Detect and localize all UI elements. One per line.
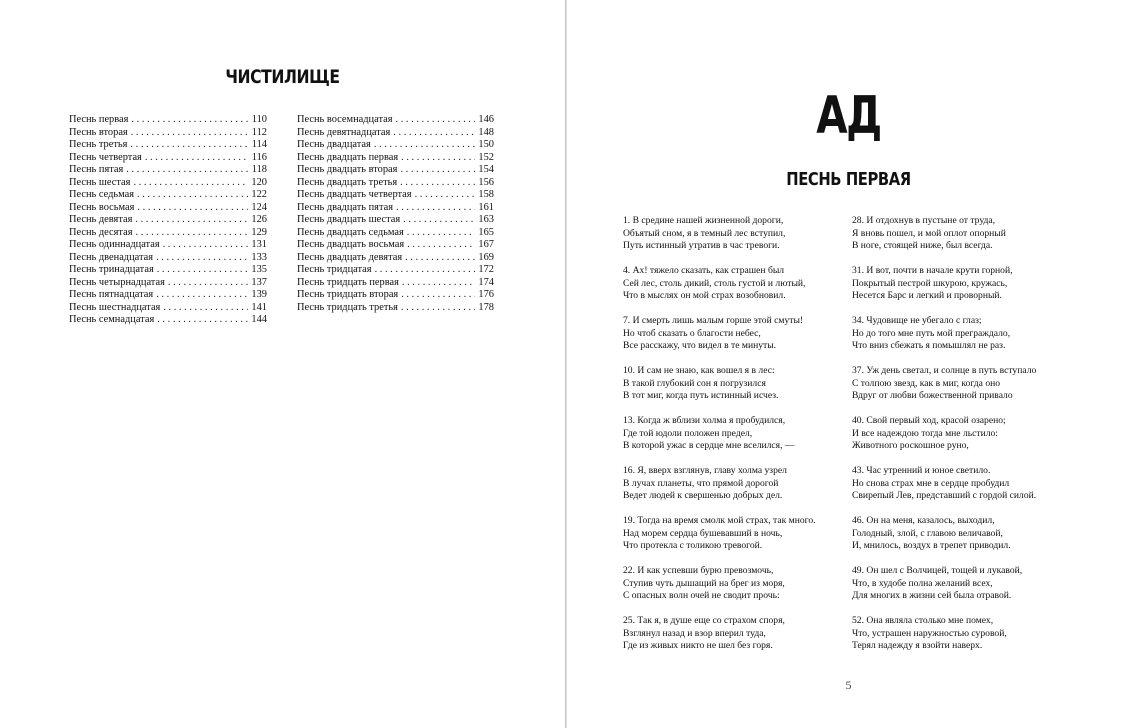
toc-entry-page: 141 xyxy=(251,301,267,313)
toc-entry-page: 122 xyxy=(251,189,267,200)
toc-entry xyxy=(69,252,267,265)
part-title: АД xyxy=(816,86,881,146)
verse-line: 34. Чудовище не убегало с глаз; xyxy=(852,315,982,326)
toc-entry-name: Песнь двадцатая xyxy=(297,139,371,150)
toc-entry-name: Песнь девятнадцатая xyxy=(297,126,391,138)
toc-leader-dots xyxy=(407,227,476,240)
toc-leader-dots xyxy=(396,202,475,215)
verse-line: Путь истинный утратив в час тревоги. xyxy=(623,240,780,251)
stanza xyxy=(623,565,843,615)
toc-entry-page: 129 xyxy=(251,226,267,238)
stanza xyxy=(852,615,1082,665)
stanza xyxy=(852,365,1082,415)
verse-line: 49. Он шел с Волчицей, тощей и лукавой, xyxy=(852,565,1023,576)
stanza xyxy=(852,565,1082,615)
toc-entry-page: 163 xyxy=(478,214,494,225)
toc-entry-page: 161 xyxy=(478,201,494,213)
toc-entry-page: 137 xyxy=(251,276,267,288)
toc-entry-page: 126 xyxy=(251,214,267,225)
toc-leader-dots xyxy=(168,277,249,290)
toc-leader-dots xyxy=(131,127,249,140)
stanza xyxy=(623,615,843,665)
toc-entry xyxy=(69,289,267,302)
toc-entry xyxy=(69,239,267,252)
toc-entry xyxy=(69,214,267,227)
verse-line: Где той юдоли положен предел, xyxy=(623,427,753,439)
verse-line: 22. И как успевши бурю превозмочь, xyxy=(623,565,774,576)
toc-leader-dots xyxy=(396,114,476,127)
verse-line: Вдруг от любви божественной привало xyxy=(852,390,1013,401)
verse-line: 37. Уж день светал, и солнце в путь вступало xyxy=(852,365,1037,376)
toc-entry-name: Песнь третья xyxy=(69,139,128,150)
toc-leader-dots xyxy=(375,264,476,277)
toc-entry xyxy=(297,227,494,240)
verse-line: 13. Когда ж вблизи холма я пробудился, xyxy=(623,415,786,426)
stanza xyxy=(623,365,843,415)
toc-entry xyxy=(297,214,494,227)
toc-leader-dots xyxy=(393,127,475,140)
toc-entry xyxy=(297,289,494,302)
stanza xyxy=(623,465,843,515)
toc-entry-page: 139 xyxy=(251,289,267,300)
stanza xyxy=(852,465,1082,515)
toc-leader-dots xyxy=(401,302,475,315)
toc-entry-page: 116 xyxy=(251,151,267,163)
toc-entry xyxy=(69,114,267,127)
verse-line: Что протекла с толикою тревогой. xyxy=(623,540,763,551)
toc-entry-name: Песнь двадцать седьмая xyxy=(297,226,404,238)
toc-leader-dots xyxy=(405,252,475,265)
toc-leader-dots xyxy=(156,252,248,265)
toc-entry-page: 144 xyxy=(251,314,267,325)
toc-entry-name: Песнь двадцать третья xyxy=(297,176,398,188)
toc-entry-name: Песнь шестнадцатая xyxy=(69,301,161,313)
verse-line: Покрытый пестрой шкурою, кружась, xyxy=(852,277,1008,289)
verse-line: 28. И отдохнув в пустыне от труда, xyxy=(852,215,996,226)
toc-entry-page: 152 xyxy=(478,151,494,163)
toc-entry-name: Песнь семнадцатая xyxy=(69,314,155,325)
toc-entry-page: 174 xyxy=(478,276,494,288)
toc-entry-name: Песнь пятая xyxy=(69,164,124,175)
toc-leader-dots xyxy=(145,152,249,165)
stanza xyxy=(623,215,843,265)
verse-line: 43. Час утренний и юное светило. xyxy=(852,465,991,476)
toc-entry xyxy=(69,227,267,240)
toc-entry-name: Песнь седьмая xyxy=(69,189,135,200)
toc-entry-name: Песнь двадцать шестая xyxy=(297,214,401,225)
stanza xyxy=(852,215,1082,265)
toc-entry-page: 135 xyxy=(251,264,267,275)
toc-entry-name: Песнь четырнадцатая xyxy=(69,276,165,288)
toc-entry xyxy=(297,177,494,190)
verse-line: Все расскажу, что видел в те минуты. xyxy=(623,340,777,351)
toc-entry-name: Песнь двадцать первая xyxy=(297,151,399,163)
toc-entry xyxy=(297,252,494,265)
toc-leader-dots xyxy=(157,314,248,327)
toc-leader-dots xyxy=(374,139,476,152)
verse-line: Терял надежду я взойти наверх. xyxy=(852,640,983,651)
verse-line: 52. Она являла столько мне помех, xyxy=(852,615,994,626)
verse-line: С толпою звезд, как в миг, когда оно xyxy=(852,377,1001,389)
toc-entry-name: Песнь двенадцатая xyxy=(69,251,154,263)
verse-line: В которой ужас в сердце мне вселился, — xyxy=(623,440,795,451)
toc-entry-page: 165 xyxy=(478,226,494,238)
verse-line: В лучах планеты, что прямой дорогой xyxy=(623,477,779,489)
verse-line: 16. Я, вверх взглянув, главу холма узрел xyxy=(623,465,787,476)
verse-line: 4. Ах! тяжело сказать, как страшен был xyxy=(623,265,785,276)
stanza xyxy=(852,265,1082,315)
verse-line: Животного роскошное руно, xyxy=(852,440,969,451)
toc-entry-page: 154 xyxy=(478,164,494,175)
toc-leader-dots xyxy=(401,289,475,302)
stanza xyxy=(852,515,1082,565)
verse-column-2 xyxy=(852,215,1082,665)
toc-entry xyxy=(69,139,267,152)
toc-entry-page: 156 xyxy=(478,176,494,188)
toc-entry-page: 146 xyxy=(478,114,494,125)
canto-title: ПЕСНЬ ПЕРВАЯ xyxy=(786,169,911,190)
verse-line: И, мнилось, воздух в трепет приводил. xyxy=(852,540,1011,551)
verse-line: Где из живых никто не шел без горя. xyxy=(623,640,773,651)
toc-entry xyxy=(69,177,267,190)
toc-entry-page: 131 xyxy=(251,239,267,250)
toc-leader-dots xyxy=(157,264,249,277)
toc-leader-dots xyxy=(137,202,248,215)
toc-entry-name: Песнь одиннадцатая xyxy=(69,239,160,250)
toc-leader-dots xyxy=(131,114,248,127)
toc-leader-dots xyxy=(156,289,248,302)
toc-entry-name: Песнь четвертая xyxy=(69,151,142,163)
verse-line: Что, в худобе полна желаний всех, xyxy=(852,577,993,589)
verse-line: Что вниз сбежать я помышлял не раз. xyxy=(852,340,1006,351)
toc-entry-name: Песнь двадцать девятая xyxy=(297,251,403,263)
toc-leader-dots xyxy=(400,164,475,177)
right-page xyxy=(567,0,1130,728)
toc-entry-page: 148 xyxy=(478,126,494,138)
toc-column-2 xyxy=(297,114,494,314)
verse-line: 7. И смерть лишь малым горше этой смуты! xyxy=(623,315,804,326)
toc-leader-dots xyxy=(136,227,249,240)
toc-entry-page: 133 xyxy=(251,251,267,263)
stanza xyxy=(852,415,1082,465)
toc-entry xyxy=(69,277,267,290)
toc-leader-dots xyxy=(163,239,249,252)
toc-entry xyxy=(69,302,267,315)
toc-entry-name: Песнь тридцать вторая xyxy=(297,289,399,300)
toc-leader-dots xyxy=(135,214,248,227)
toc-entry-page: 158 xyxy=(478,189,494,200)
toc-leader-dots xyxy=(137,189,248,202)
verse-line: В тот миг, когда путь истинный исчез. xyxy=(623,390,779,401)
toc-entry-name: Песнь восьмая xyxy=(69,201,135,213)
verse-line: Ступив чуть дышащий на брег из моря, xyxy=(623,577,785,589)
toc-entry-page: 150 xyxy=(478,139,494,150)
toc-entry xyxy=(297,302,494,315)
toc-entry-name: Песнь шестая xyxy=(69,176,131,188)
toc-entry xyxy=(297,114,494,127)
toc-leader-dots xyxy=(130,139,248,152)
toc-entry-name: Песнь двадцать пятая xyxy=(297,201,394,213)
toc-column-1 xyxy=(69,114,267,327)
verse-line: 1. В средине нашей жизненной дороги, xyxy=(623,215,784,226)
toc-entry xyxy=(297,202,494,215)
verse-line: Взглянул назад и взор вперил туда, xyxy=(623,627,766,639)
toc-leader-dots xyxy=(126,164,249,177)
toc-entry-page: 112 xyxy=(251,126,267,138)
toc-entry xyxy=(297,189,494,202)
verse-line: 40. Свой первый ход, красой озарено; xyxy=(852,415,1006,426)
toc-entry-page: 167 xyxy=(478,239,494,250)
verse-line: 46. Он на меня, казалось, выходил, xyxy=(852,515,995,526)
toc-entry-page: 110 xyxy=(251,114,267,125)
toc-entry-name: Песнь двадцать четвертая xyxy=(297,189,412,200)
toc-entry-page: 178 xyxy=(478,301,494,313)
toc-entry xyxy=(69,264,267,277)
verse-line: Я вновь пошел, и мой оплот опорный xyxy=(852,227,1006,239)
toc-entry-page: 114 xyxy=(251,139,267,150)
toc-leader-dots xyxy=(400,177,475,190)
verse-line: Объятый сном, я в темный лес вступил, xyxy=(623,227,786,239)
verse-line: В ноге, стоящей ниже, был всегда. xyxy=(852,240,993,251)
toc-entry-page: 124 xyxy=(251,201,267,213)
toc-entry-name: Песнь первая xyxy=(69,114,129,125)
toc-entry-page: 172 xyxy=(478,264,494,275)
verse-line: Над морем сердца бушевавший в ночь, xyxy=(623,527,783,539)
verse-line: 19. Тогда на время смолк мой страх, так много. xyxy=(623,515,816,526)
toc-leader-dots xyxy=(403,214,475,227)
verse-line: В такой глубокий сон я погрузился xyxy=(623,377,766,389)
toc-entry-name: Песнь двадцать вторая xyxy=(297,164,398,175)
verse-line: Что, устрашен наружностью суровой, xyxy=(852,627,1007,639)
toc-leader-dots xyxy=(163,302,248,315)
verse-line: Несется Барс и легкий и проворный. xyxy=(852,290,1002,301)
toc-entry xyxy=(297,277,494,290)
toc-entry xyxy=(297,239,494,252)
toc-title: ЧИСТИЛИЩЕ xyxy=(225,66,340,88)
toc-entry-page: 118 xyxy=(251,164,267,175)
toc-entry-name: Песнь десятая xyxy=(69,226,133,238)
toc-leader-dots xyxy=(415,189,476,202)
toc-entry xyxy=(297,164,494,177)
toc-entry-name: Песнь двадцать восьмая xyxy=(297,239,405,250)
toc-entry xyxy=(69,152,267,165)
toc-entry xyxy=(69,127,267,140)
toc-leader-dots xyxy=(133,177,248,190)
toc-entry-name: Песнь тридцатая xyxy=(297,264,372,275)
toc-entry xyxy=(297,264,494,277)
verse-line: Сей лес, столь дикий, столь густой и лютый, xyxy=(623,277,806,289)
verse-line: Но чтоб сказать о благости небес, xyxy=(623,327,761,339)
toc-entry-name: Песнь пятнадцатая xyxy=(69,289,154,300)
stanza xyxy=(623,515,843,565)
toc-entry xyxy=(69,202,267,215)
toc-entry-name: Песнь восемнадцатая xyxy=(297,114,393,125)
toc-entry xyxy=(297,127,494,140)
toc-entry-name: Песнь тридцать третья xyxy=(297,301,398,313)
verse-line: Но до того мне путь мой преграждало, xyxy=(852,327,1011,339)
toc-entry xyxy=(297,139,494,152)
verse-line: И все надеждою тогда мне льстило: xyxy=(852,427,998,439)
toc-entry xyxy=(69,164,267,177)
verse-line: 25. Так я, в душе еще со страхом споря, xyxy=(623,615,785,626)
verse-line: Что в мыслях он мой страх возобновил. xyxy=(623,290,786,301)
page-number: 5 xyxy=(845,678,852,692)
verse-line: Ведет людей к свершенью добрых дел. xyxy=(623,490,783,501)
verse-line: 31. И вот, почти в начале крути горной, xyxy=(852,265,1013,276)
toc-entry xyxy=(69,314,267,327)
verse-column-1 xyxy=(623,215,843,665)
stanza xyxy=(623,315,843,365)
toc-entry xyxy=(297,152,494,165)
toc-entry-page: 169 xyxy=(478,251,494,263)
toc-entry-name: Песнь девятая xyxy=(69,214,133,225)
verse-line: Но снова страх мне в сердце пробудил xyxy=(852,477,1010,489)
stanza xyxy=(623,415,843,465)
toc-leader-dots xyxy=(407,239,475,252)
toc-entry-page: 120 xyxy=(251,176,267,188)
verse-line: Голодный, злой, с главою величавой, xyxy=(852,527,1003,539)
toc-leader-dots xyxy=(401,152,475,165)
stanza xyxy=(852,315,1082,365)
stanza xyxy=(623,265,843,315)
toc-entry-page: 176 xyxy=(478,289,494,300)
verse-line: Для многих в жизни сей была отравой. xyxy=(852,590,1012,601)
verse-line: С опасных волн очей не сводит прочь: xyxy=(623,590,780,601)
toc-leader-dots xyxy=(402,277,476,290)
toc-entry-name: Песнь вторая xyxy=(69,126,128,138)
toc-entry xyxy=(69,189,267,202)
toc-entry-name: Песнь тридцать первая xyxy=(297,276,399,288)
verse-line: Свирепый Лев, представший с гордой силой. xyxy=(852,490,1037,501)
toc-entry-name: Песнь тринадцатая xyxy=(69,264,154,275)
verse-line: 10. И сам не знаю, как вошел я в лес: xyxy=(623,365,775,376)
